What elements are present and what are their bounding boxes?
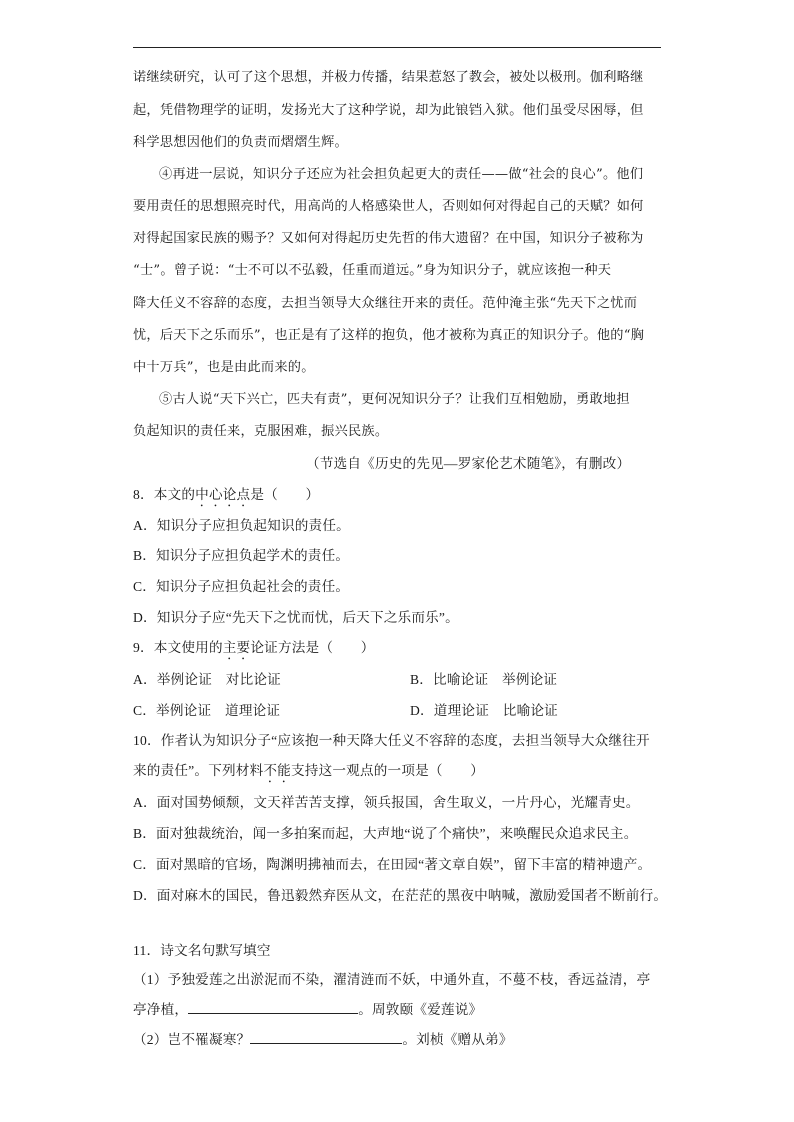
question-9-stem xyxy=(133,636,375,663)
question-11-title: 11．诗文名句默写填空 xyxy=(133,943,271,958)
passage-line: 要用责任的思想照亮时代，用高尚的人格感染世人，否则如何对得起自己的天赋？如何 xyxy=(133,199,644,214)
question-10-emphasis: 不能 xyxy=(263,763,291,778)
question-8-suffix: 是（ ） xyxy=(250,487,320,502)
passage-line: 忧，后天下之乐而乐”，也正是有了这样的抱负，他才被称为真正的知识分子。他的“胸 xyxy=(133,328,645,343)
question-10-option-b[interactable]: B．面对独裁统治，闻一多拍案而起，大声地“说了个痛快”，来唤醒民众追求民主。 xyxy=(133,826,638,841)
question-10-option-a[interactable]: A．面对国势倾颓，文天祥苦苦支撑，领兵报国，舍生取义，一片丹心，光耀青史。 xyxy=(133,795,640,810)
question-8-option-b[interactable]: B．知识分子应担负起学术的责任。 xyxy=(133,548,350,563)
answer-blank-2[interactable] xyxy=(250,1030,402,1044)
passage-line: ⑤古人说“天下兴亡，匹夫有责”，更何况知识分子？让我们互相勉励，勇敢地担 xyxy=(159,392,630,407)
question-8-option-a[interactable]: A．知识分子应担负起知识的责任。 xyxy=(133,518,350,533)
passage-line: 诺继续研究，认可了这个思想，并极力传播，结果惹怒了教会，被处以极刑。伽利略继 xyxy=(133,70,644,85)
question-9-prefix: 9．本文使用的 xyxy=(133,640,223,655)
question-9-option-c[interactable]: C．举例论证 道理论证 xyxy=(133,703,281,718)
passage-line: “士”。曾子说：“士不可以不弘毅，任重而道远。”身为知识分子，就应该抱一种天 xyxy=(133,263,612,278)
question-11-item2-suffix: 。刘桢《赠从弟》 xyxy=(402,1032,513,1047)
passage-source: （节选自《历史的先见—罗家伦艺术随笔》，有删改） xyxy=(306,456,631,471)
question-11-item1-line1: （1）予独爱莲之出淤泥而不染，濯清涟而不妖，中通外直，不蔓不枝，香远益清，亭 xyxy=(133,972,651,987)
question-8-prefix: 8．本文的 xyxy=(133,487,196,502)
question-8-emphasis: 中心论点 xyxy=(195,487,251,502)
passage-line: 中十万兵”，也是由此而来的。 xyxy=(133,360,315,375)
question-11-item1-line2 xyxy=(133,998,482,1018)
question-10-stem-line2 xyxy=(133,759,484,786)
question-11-item1-prefix: 亭净植， xyxy=(133,1002,189,1017)
question-9-emphasis: 主要 xyxy=(222,640,251,655)
passage-line: 降大任义不容辞的态度，去担当领导大众继往开来的责任。范仲淹主张“先天下之忧而 xyxy=(133,296,638,311)
answer-blank-1[interactable] xyxy=(188,1000,358,1014)
passage-line: 负起知识的责任来，克服困难，振兴民族。 xyxy=(133,424,389,439)
header-rule xyxy=(133,47,661,48)
passage-line: 对得起国家民族的赐予？又如何对得起历史先哲的伟大遗留？在中国，知识分子被称为 xyxy=(133,231,644,246)
passage-line: ④再进一层说，知识分子还应为社会担负起更大的责任——做“社会的良心”。他们 xyxy=(159,167,644,182)
question-8-option-c[interactable]: C．知识分子应担负起社会的责任。 xyxy=(133,579,350,594)
question-10-prefix: 来的责任”。下列材料 xyxy=(133,763,264,778)
passage-line: 起，凭借物理学的证明，发扬光大了这种学说，却为此锒铛入狱。他们虽受尽困辱，但 xyxy=(133,103,644,118)
question-10-option-c[interactable]: C．面对黑暗的官场，陶渊明拂袖而去，在田园“著文章自娱”，留下丰富的精神遗产。 xyxy=(133,857,652,872)
question-9-option-a[interactable]: A．举例论证 对比论证 xyxy=(133,672,281,687)
question-10-stem-line1: 10．作者认为知识分子“应该抱一种天降大任义不容辞的态度，去担当领导大众继往开 xyxy=(133,733,650,748)
question-9-option-b[interactable]: B．比喻论证 举例论证 xyxy=(410,672,558,687)
passage-line: 科学思想因他们的负责而熠熠生辉。 xyxy=(133,135,348,150)
question-10-option-d[interactable]: D．面对麻木的国民，鲁迅毅然弃医从文，在茫茫的黑夜中呐喊，激励爱国者不断前行。 xyxy=(133,888,668,903)
question-10-suffix: 支持这一观点的一项是（ ） xyxy=(290,763,485,778)
question-8-stem xyxy=(133,483,319,510)
question-8-option-d[interactable]: D．知识分子应“先天下之忧而忧，后天下之乐而乐”。 xyxy=(133,610,459,625)
question-9-option-d[interactable]: D．道理论证 比喻论证 xyxy=(410,703,558,718)
question-11-item2-prefix: （2）岂不罹凝寒？ xyxy=(133,1032,251,1047)
question-11-item2 xyxy=(133,1028,513,1048)
question-9-suffix: 论证方法是（ ） xyxy=(250,640,375,655)
question-11-item1-suffix: 。周敦颐《爱莲说》 xyxy=(358,1002,483,1017)
